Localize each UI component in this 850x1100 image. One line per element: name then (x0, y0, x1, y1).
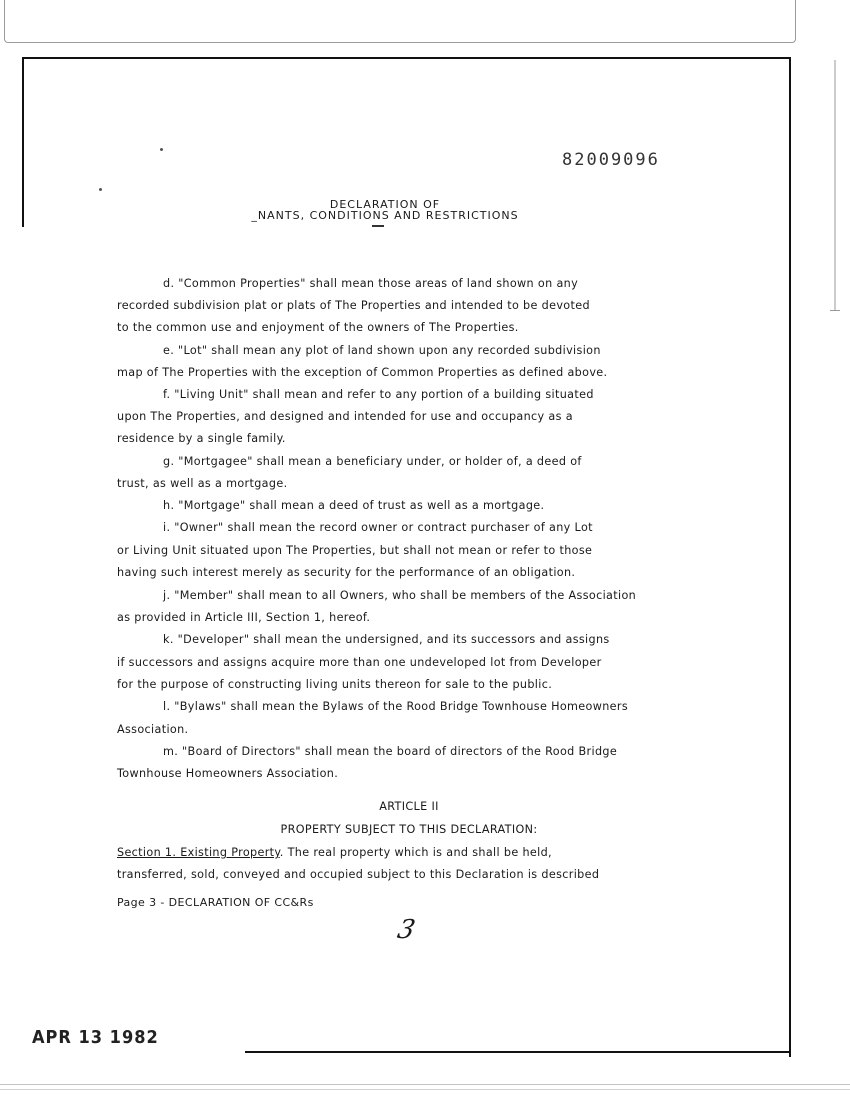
body-line: e. "Lot" shall mean any plot of land shown upon any recorded subdivision (163, 344, 601, 357)
body-line: h. "Mortgage" shall mean a deed of trust as well as a mortgage. (163, 499, 545, 512)
document-number: 82009096 (562, 150, 660, 170)
title-line-2: _NANTS, CONDITIONS AND RESTRICTIONS (251, 209, 519, 222)
body-line: map of The Properties with the exception of Common Properties as defined above. (117, 366, 608, 379)
body-line: d. "Common Properties" shall mean those areas of land shown on any (163, 277, 579, 290)
scan-header-strip (0, 0, 850, 45)
article-subheading: PROPERTY SUBJECT TO THIS DECLARATION: (280, 823, 538, 836)
page-footer: Page 3 - DECLARATION OF CC&Rs (117, 896, 314, 909)
body-line: upon The Properties, and designed and intended for use and occupancy as a (117, 410, 573, 423)
body-line: or Living Unit situated upon The Properties, but shall not mean or refer to those (117, 544, 593, 557)
article-heading: ARTICLE II (379, 800, 439, 813)
body-line: k. "Developer" shall mean the undersigned, and its successors and assigns (163, 633, 610, 646)
body-line: to the common use and enjoyment of the owners of The Properties. (117, 321, 519, 334)
title-cut-mark (372, 225, 384, 230)
frame-border-top (22, 57, 791, 59)
scan-edge-right (834, 60, 836, 310)
body-line: g. "Mortgagee" shall mean a beneficiary under, or holder of, a deed of (163, 455, 582, 468)
body-line: j. "Member" shall mean to all Owners, who shall be members of the Association (163, 589, 637, 602)
body-line: Townhouse Homeowners Association. (117, 767, 339, 780)
body-line: f. "Living Unit" shall mean and refer to any portion of a building situated (163, 388, 594, 401)
scan-speck (160, 148, 163, 151)
section-label: Section 1. Existing Property (117, 846, 280, 859)
body-line: for the purpose of constructing living units thereon for sale to the public. (117, 678, 553, 691)
scan-edge-right (830, 310, 840, 311)
section-line-2: transferred, sold, conveyed and occupied subject to this Declaration is described (117, 868, 600, 881)
title-line-1: DECLARATION OF (329, 198, 441, 211)
frame-border-right (789, 57, 791, 1057)
handwritten-page-number: 3 (394, 915, 418, 945)
body-line: residence by a single family. (117, 432, 286, 445)
body-line: m. "Board of Directors" shall mean the board of directors of the Rood Bridge (163, 745, 618, 758)
body-line: as provided in Article III, Section 1, hereof. (117, 611, 371, 624)
body-line: l. "Bylaws" shall mean the Bylaws of the Rood Bridge Townhouse Homeowners (163, 700, 629, 713)
section-line (117, 846, 717, 859)
body-line: trust, as well as a mortgage. (117, 477, 288, 490)
body-line: if successors and assigns acquire more than one undeveloped lot from Developer (117, 656, 602, 669)
body-line: Association. (117, 723, 189, 736)
frame-border-left (22, 57, 24, 227)
body-line: recorded subdivision plat or plats of The Properties and intended to be devoted (117, 299, 590, 312)
scan-speck (99, 188, 102, 191)
body-line: having such interest merely as security for the performance of an obligation. (117, 566, 576, 579)
scan-bottom-noise (0, 1078, 850, 1098)
scan-header-box (4, 0, 796, 43)
section-text: . The real property which is and shall be held, (279, 846, 552, 859)
date-stamp: APR 13 1982 (32, 1027, 159, 1048)
body-line: i. "Owner" shall mean the record owner or contract purchaser of any Lot (163, 521, 593, 534)
frame-border-bottom (245, 1051, 791, 1053)
